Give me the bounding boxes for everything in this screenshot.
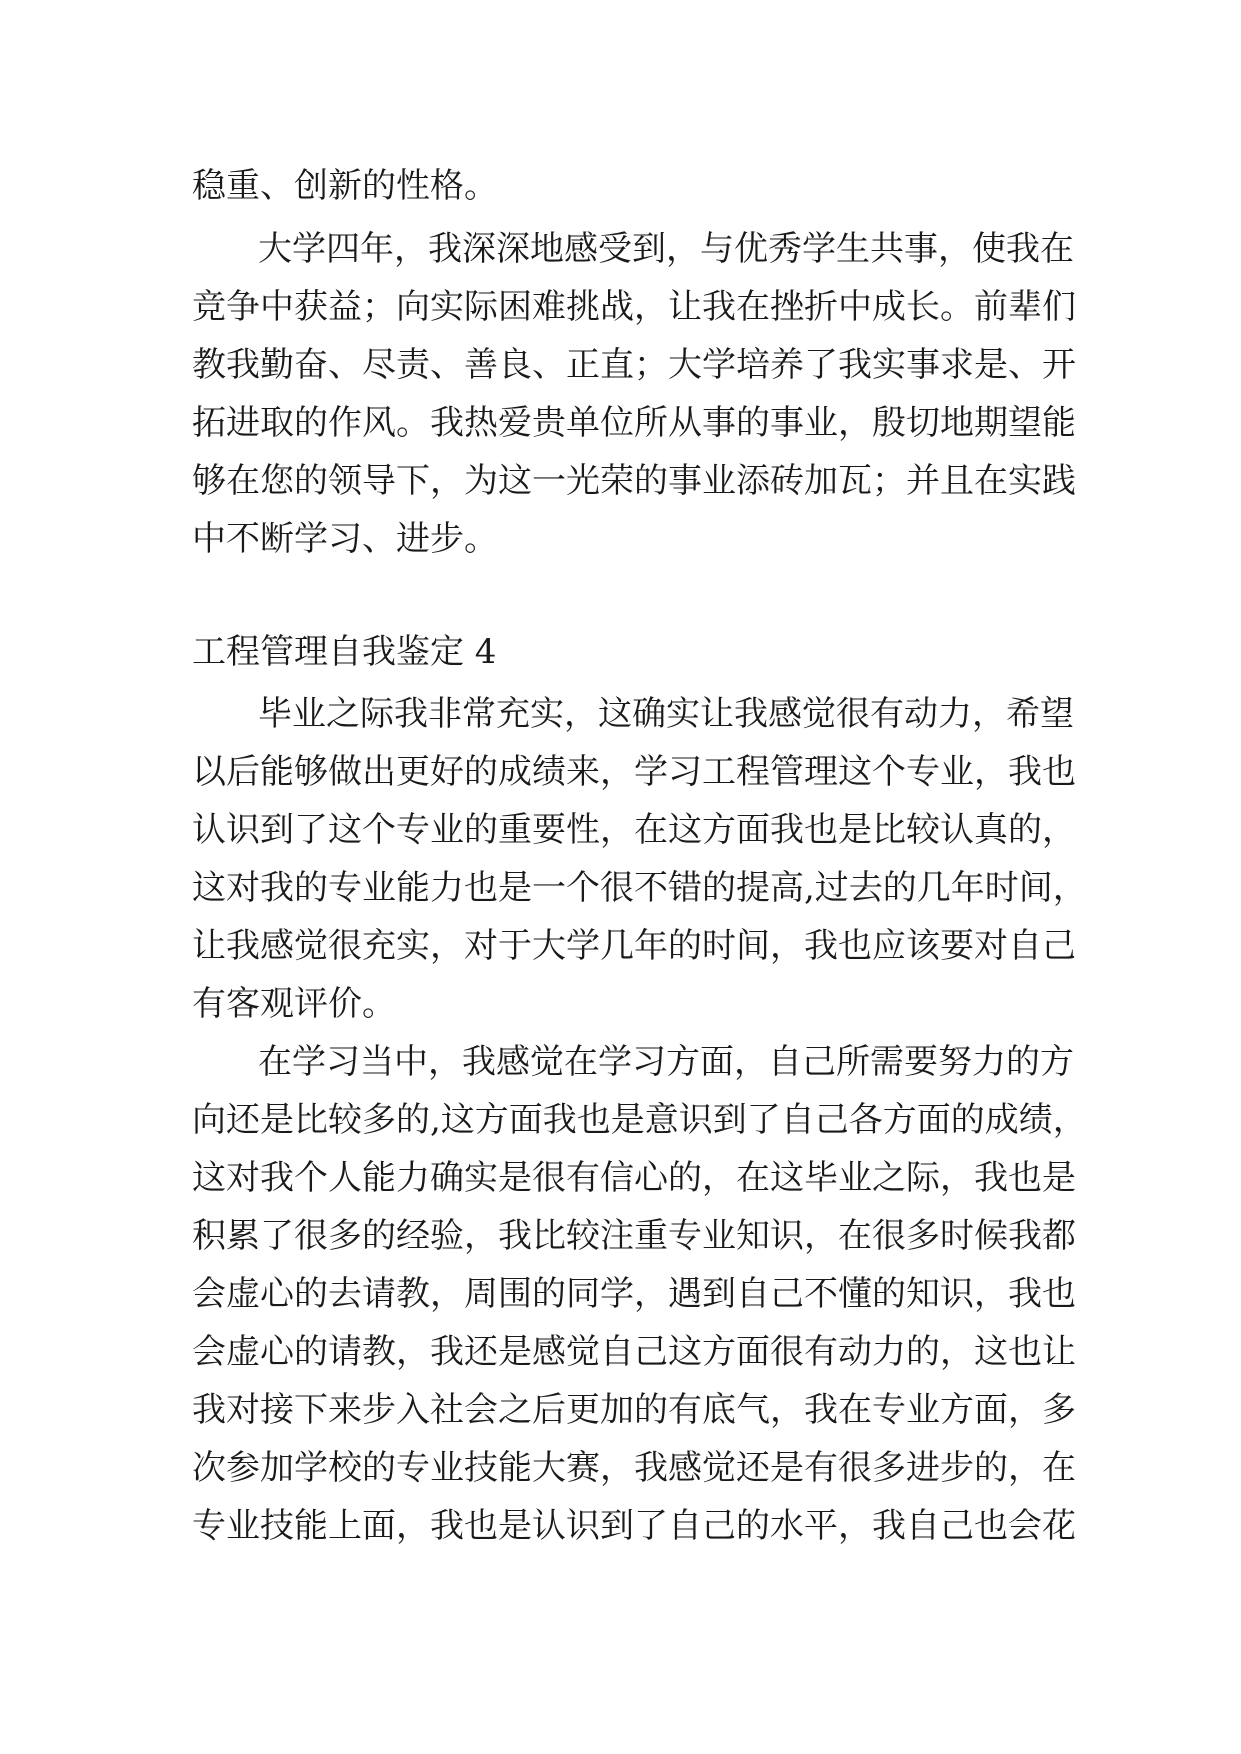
paragraph-line: 大学四年，我深深地感受到，与优秀学生共事，使我在 — [258, 229, 1074, 269]
paragraph-line: 在学习当中，我感觉在学习方面，自己所需要努力的方 — [258, 1042, 1074, 1082]
paragraph-line: 拓进取的作风。我热爱贵单位所从事的事业，殷切地期望能 — [192, 403, 1076, 443]
paragraph-line: 中不断学习、进步。 — [192, 519, 498, 559]
paragraph-line: 以后能够做出更好的成绩来，学习工程管理这个专业，我也 — [192, 752, 1076, 792]
section-heading: 工程管理自我鉴定 4 — [192, 632, 497, 672]
paragraph-line: 会虚心的去请教，周围的同学，遇到自己不懂的知识，我也 — [192, 1274, 1076, 1314]
paragraph-line: 我对接下来步入社会之后更加的有底气，我在专业方面，多 — [192, 1390, 1076, 1430]
paragraph-line: 次参加学校的专业技能大赛，我感觉还是有很多进步的，在 — [192, 1448, 1076, 1488]
paragraph-line: 教我勤奋、尽责、善良、正直；大学培养了我实事求是、开 — [192, 345, 1076, 385]
paragraph-line: 会虚心的请教，我还是感觉自己这方面很有动力的，这也让 — [192, 1332, 1076, 1372]
paragraph-line: 让我感觉很充实，对于大学几年的时间，我也应该要对自己 — [192, 926, 1076, 966]
paragraph-line: 专业技能上面，我也是认识到了自己的水平，我自己也会花 — [192, 1506, 1076, 1546]
paragraph-line: 这对我个人能力确实是很有信心的，在这毕业之际，我也是 — [192, 1158, 1076, 1198]
paragraph-line: 够在您的领导下，为这一光荣的事业添砖加瓦；并且在实践 — [192, 461, 1076, 501]
paragraph-line: 积累了很多的经验，我比较注重专业知识，在很多时候我都 — [192, 1216, 1076, 1256]
paragraph-line: 竞争中获益；向实际困难挑战，让我在挫折中成长。前辈们 — [192, 287, 1076, 327]
paragraph-line: 这对我的专业能力也是一个很不错的提高,过去的几年时间， — [192, 868, 1087, 908]
paragraph-line: 有客观评价。 — [192, 984, 396, 1024]
paragraph-line: 稳重、创新的性格。 — [192, 166, 498, 206]
paragraph-line: 毕业之际我非常充实，这确实让我感觉很有动力，希望 — [258, 694, 1074, 734]
paragraph-line: 向还是比较多的,这方面我也是意识到了自己各方面的成绩， — [192, 1100, 1087, 1140]
paragraph-line: 认识到了这个专业的重要性，在这方面我也是比较认真的， — [192, 810, 1076, 850]
